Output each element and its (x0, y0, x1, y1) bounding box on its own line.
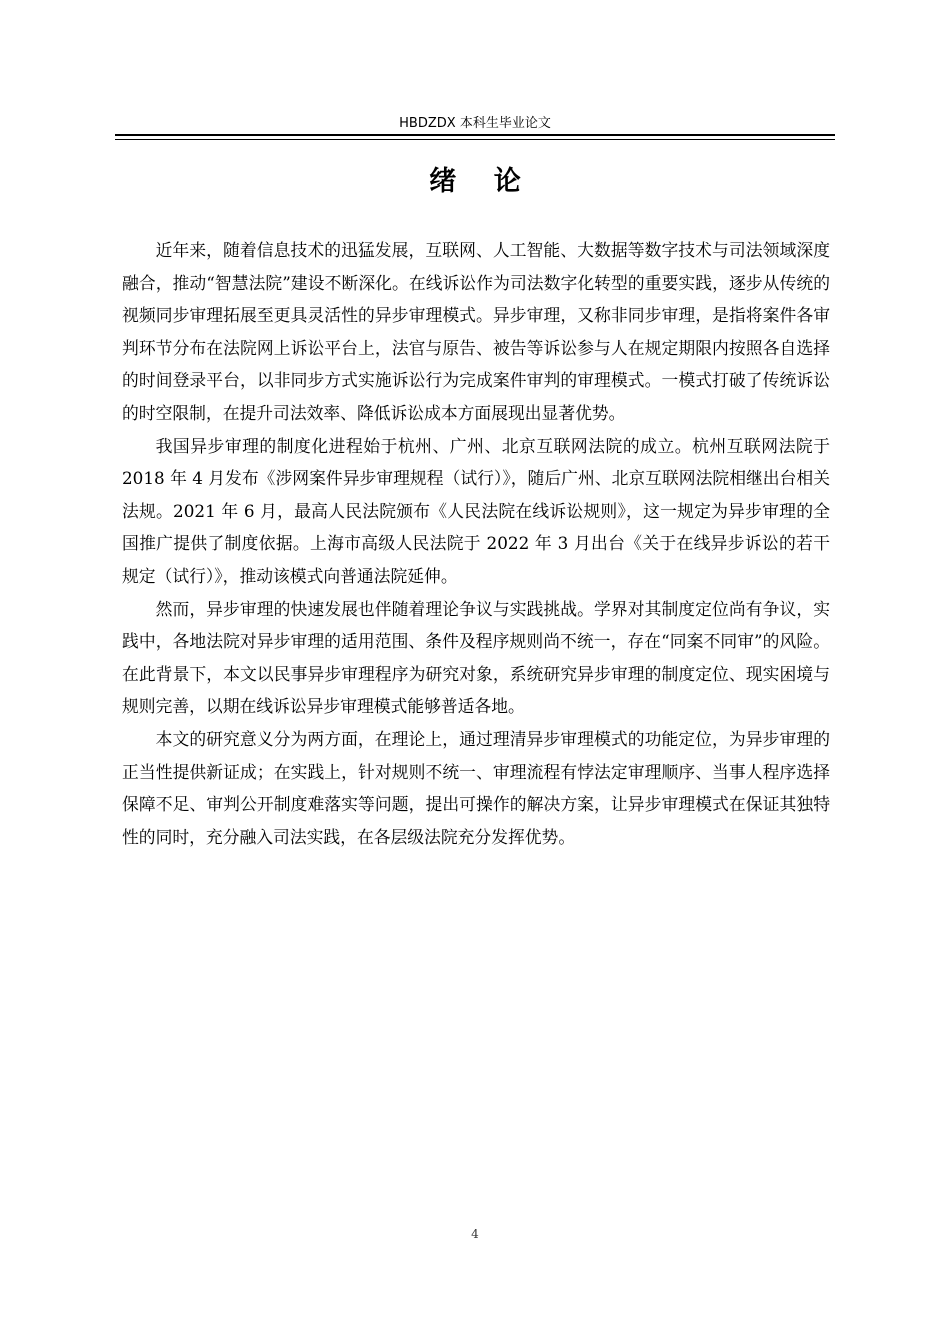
page-number: 4 (471, 1227, 479, 1241)
paragraph-2: 我国异步审理的制度化进程始于杭州、广州、北京互联网法院的成立。杭州互联网法院于 2018 年 4 月发布《涉网案件异步审理规程（试行）》，随后广州、北京互联网法院相继出台相关法规。2021 年 6 月，最高人民法院颁布《人民法院在线诉讼规则》，这一规定为异步审理的全国推广提供了制度依据。上海市高级人民法院于 2022 年 3 月出台《关于在线异步诉讼的若干规定（试行）》，推动该模式向普通法院延伸。 (122, 435, 830, 586)
running-header: HBDZDX 本科生毕业论文 (399, 116, 551, 131)
paragraph-1: 近年来，随着信息技术的迅猛发展，互联网、人工智能、大数据等数字技术与司法领域深度融合，推动“智慧法院”建设不断深化。在线诉讼作为司法数字化转型的重要实践，逐步从传统的视频同步审理拓展至更具灵活性的异步审理模式。异步审理，又称非同步审理，是指将案件各审判环节分布在法院网上诉讼平台上，法官与原告、被告等诉讼参与人在规定期限内按照各自选择的时间登录平台，以非同步方式实施诉讼行为完成案件审判的审理模式。一模式打破了传统诉讼的时空限制，在提升司法效率、降低诉讼成本方面展现出显著优势。 (122, 240, 830, 423)
paragraph-3: 然而，异步审理的快速发展也伴随着理论争议与实践挑战。学界对其制度定位尚有争议，实践中，各地法院对异步审理的适用范围、条件及程序规则尚不统一，存在“同案不同审”的风险。在此背景下，本文以民事异步审理程序为研究对象，系统研究异步审理的制度定位、现实困境与规则完善，以期在线诉讼异步审理模式能够普适各地。 (122, 598, 830, 717)
body-text (122, 234, 830, 853)
header-rule-thick (115, 134, 835, 136)
chapter-title: 绪 论 (429, 166, 521, 197)
header-rule-thin (115, 139, 835, 140)
paragraph-4: 本文的研究意义分为两方面，在理论上，通过理清异步审理模式的功能定位，为异步审理的正当性提供新证成；在实践上，针对规则不统一、审理流程有悖法定审理顺序、当事人程序选择保障不足、审判公开制度难落实等问题，提出可操作的解决方案，让异步审理模式在保证其独特性的同时，充分融入司法实践，在各层级法院充分发挥优势。 (122, 728, 830, 847)
